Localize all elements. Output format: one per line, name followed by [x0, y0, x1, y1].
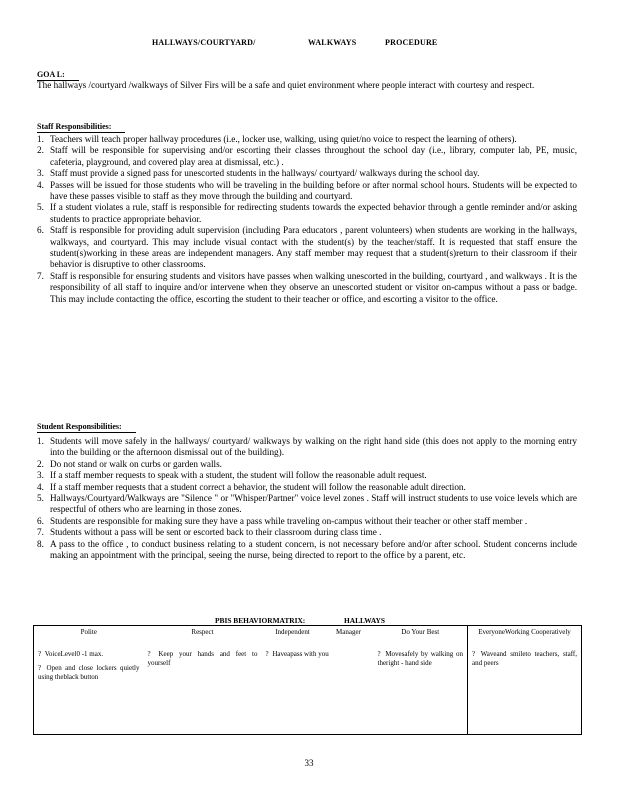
matrix-cell-item: ? Waveand smileto teachers, staff, and peers	[472, 650, 578, 667]
list-item: 6. Students are responsible for making sure they have a pass while traveling on-campus without their teacher or other staff member .	[37, 515, 528, 526]
list-item: 2. Do not stand or walk on curbs or garden walls.	[37, 458, 222, 469]
list-item: 3. If a staff member requests to speak with a student, the student will follow the reasonable adult request.	[37, 470, 427, 481]
list-item: 2. Staff will be responsible for supervising and/or escorting their classes throughout the school day (i.e., library, computer lab, PE, music, cafeteria, playground, and covered play area at dismissal, etc.) .	[37, 145, 577, 167]
student-responsibilities-list	[37, 436, 577, 561]
matrix-cell-item: ? Keep your hands and feet to yourself	[147, 650, 258, 667]
matrix-cell-respect	[144, 648, 262, 735]
goal-heading: GOA L:	[37, 70, 79, 81]
matrix-header-cell: Polite	[34, 626, 144, 649]
list-item: 4. Passes will be issued for those students who will be traveling in the building before or after normal school hours. Students will be expected to have these passes visible to staff as they move through the building and courtyard.	[37, 179, 577, 202]
matrix-header-cell: Do Your Best	[374, 626, 468, 649]
list-item: 8. A pass to the office , to conduct business relating to a student concern, is not necessary before and/or after school. Student concerns include making an appointment with the principal, seeing the nurse, being directed to report to the office by a parent, etc.	[37, 538, 577, 561]
matrix-title-label: PBIS BEHAVIORMATRIX:	[215, 616, 306, 625]
matrix-cell-independent-manager	[262, 648, 374, 735]
list-item: 1. Students will move safely in the hallways/ courtyard/ walkways by walking on the right hand side (this does not apply to the morning entry into the building or the afternoon dismissal out of the building).	[37, 436, 577, 458]
list-item: 7. Staff is responsible for ensuring students and visitors have passes when walking unescorted in the building, courtyard , and walkways . It is the responsibility of all staff to inquire and/or intervene when they observe an unescorted student or visitor on-campus without a pass or badge. This may include contacting the office, escorting the student to their teacher or office, and escorting a visitor to the office.	[37, 270, 577, 304]
matrix-body-row	[34, 648, 582, 735]
matrix-header-row	[34, 626, 582, 649]
title-part-hallways: HALLWAYS/COURTYARD/	[152, 38, 256, 47]
list-item: 1. Teachers will teach proper hallway procedures (i.e., locker use, walking, using quiet/no voice to respect the learning of others).	[37, 134, 517, 144]
matrix-header-cell: Manager	[324, 626, 374, 649]
behavior-matrix-table	[33, 625, 582, 735]
matrix-header-cell: Independent	[262, 626, 324, 649]
title-part-walkways: WALKWAYS	[308, 38, 357, 47]
matrix-cell-item: ? Haveapass with you	[265, 650, 329, 658]
matrix-cell-cooperatively	[468, 648, 582, 735]
student-heading: Student Responsibilities:	[37, 422, 136, 433]
matrix-cell-item: ? Open and close lockers quietly using theblack button	[38, 664, 140, 681]
list-item: 4. If a staff member requests that a student correct a behavior, the student will follow the reasonable adult direction.	[37, 481, 466, 492]
page-number: 33	[304, 758, 314, 768]
matrix-header-cell: Respect	[144, 626, 262, 649]
list-item: 5. If a student violates a rule, staff is responsible for redirecting students towards the expected behavior through a gentle reminder and/or asking students to practice appropriate behavior.	[37, 202, 577, 224]
title-part-procedure: PROCEDURE	[385, 38, 438, 47]
list-item: 3. Staff must provide a signed pass for unescorted students in the hallways/ courtyard/ walkways during the school day.	[37, 168, 480, 179]
list-item: 5. Hallways/Courtyard/Walkways are "Silence " or "Whisper/Partner" voice level zones . Staff will instruct students to use voice levels which are respectful of others who are learning in those zones.	[37, 493, 577, 515]
staff-heading: Staff Responsibilities:	[37, 122, 125, 133]
matrix-header-cell: EveryoneWorking Cooperatively	[468, 626, 582, 649]
matrix-cell-item: ? VoiceLevel0 -1 max.	[38, 650, 104, 658]
goal-text: The hallways /courtyard /walkways of Silver Firs will be a safe and quiet environment where people interact with courtesy and respect.	[37, 80, 535, 90]
staff-responsibilities-list	[37, 134, 577, 305]
list-item: 7. Students without a pass will be sent or escorted back to their classroom during class time .	[37, 527, 382, 538]
matrix-cell-polite	[34, 648, 144, 735]
list-item: 6. Staff is responsible for providing adult supervision (including Para educators , parent volunteers) when students are working in the hallways, walkways, and courtyard. This may include visual contact with the student(s) by the teacher/staff. It is requested that staff ensure the student(s)working in these areas are independent managers. Any staff member may request that a student(s)return to their classroom if their behavior is disruptive to other classrooms.	[37, 225, 577, 270]
matrix-cell-item: ? Movesafely by walking on theright - hand side	[377, 650, 463, 667]
matrix-cell-do-your-best	[374, 648, 468, 735]
matrix-title-location: HALLWAYS	[344, 616, 385, 625]
